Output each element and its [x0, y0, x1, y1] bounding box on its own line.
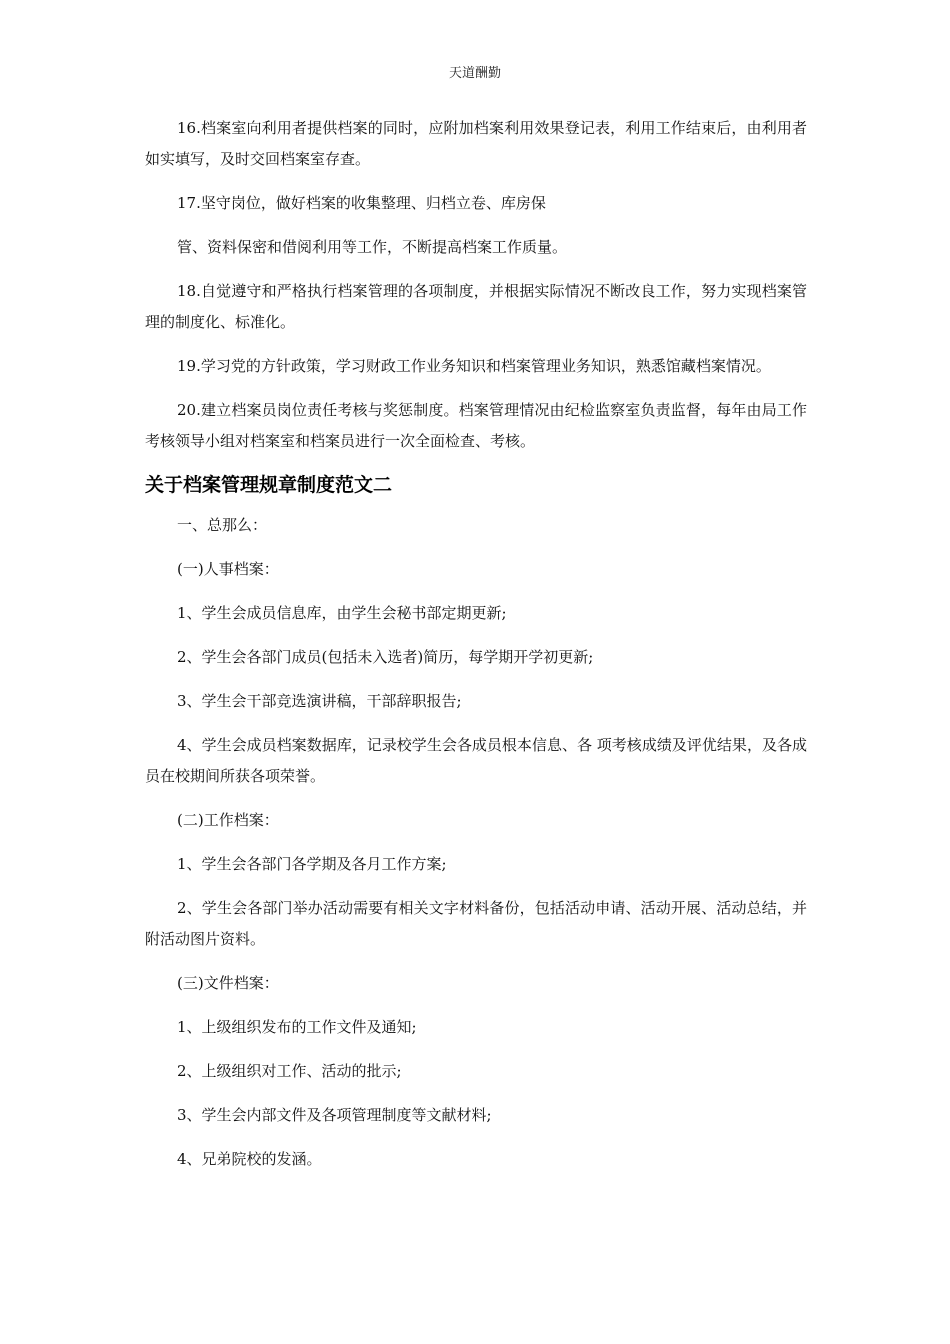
document-archives-heading: (三)文件档案：: [177, 974, 279, 992]
document-item-3: 3、学生会内部文件及各项管理制度等文献材料;: [177, 1106, 492, 1124]
personnel-item-2: 2、学生会各部门成员(包括未入选者)简历，每学期开学初更新;: [177, 648, 594, 666]
document-item-2: 2、上级组织对工作、活动的批示;: [177, 1062, 402, 1080]
paragraph-20: 20.建立档案员岗位责任考核与奖惩制度。档案管理情况由纪检监察室负责监督，每年由局工作考核领导小组对档案室和档案员进行一次全面检查、考核。: [145, 401, 807, 450]
document-item-4: 4、兄弟院校的发涵。: [177, 1150, 322, 1168]
section-title: 关于档案管理规章制度范文二: [145, 474, 393, 496]
page-header: 天道酬勤: [448, 66, 501, 81]
paragraph-17-part1: 17.坚守岗位，做好档案的收集整理、归档立卷、库房保: [177, 194, 546, 212]
personnel-item-4: 4、学生会成员档案数据库，记录校学生会各成员根本信息、各 项考核成绩及评优结果，及各成员在校期间所获各项荣誉。: [145, 736, 807, 785]
paragraph-18: 18.自觉遵守和严格执行档案管理的各项制度，并根据实际情况不断改良工作，努力实现档案管理的制度化、标准化。: [145, 282, 807, 331]
personnel-archives-heading: (一)人事档案：: [177, 560, 279, 578]
work-item-1: 1、学生会各部门各学期及各月工作方案;: [177, 855, 447, 873]
document-body: [145, 113, 807, 1188]
personnel-item-1: 1、学生会成员信息库，由学生会秘书部定期更新;: [177, 604, 507, 622]
work-archives-heading: (二)工作档案：: [177, 811, 279, 829]
paragraph-16: 16.档案室向利用者提供档案的同时，应附加档案利用效果登记表，利用工作结束后，由利用者如实填写，及时交回档案室存查。: [145, 119, 807, 168]
document-item-1: 1、上级组织发布的工作文件及通知;: [177, 1018, 417, 1036]
paragraph-17-part2: 管、资料保密和借阅利用等工作，不断提高档案工作质量。: [177, 238, 568, 256]
personnel-item-3: 3、学生会干部竞选演讲稿，干部辞职报告;: [177, 692, 462, 710]
general-heading: 一、总那么：: [177, 516, 268, 534]
paragraph-19: 19.学习党的方针政策，学习财政工作业务知识和档案管理业务知识，熟悉馆藏档案情况。: [177, 357, 771, 375]
work-item-2: 2、学生会各部门举办活动需要有相关文字材料备份，包括活动申请、活动开展、活动总结，并附活动图片资料。: [145, 899, 807, 948]
